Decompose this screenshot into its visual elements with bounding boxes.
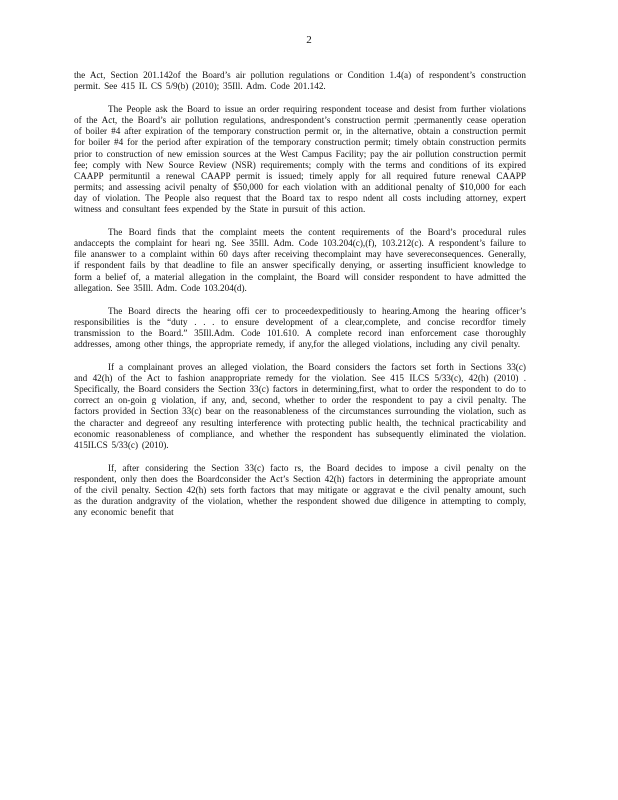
- paragraph-1: the Act, Section 201.142of the Board’s air pollution regulations or Condition 1.4(a) of respondent’s construction permit. See 415 IL CS 5/9(b) (2010); 35Ill. Adm. Code 201.142.: [74, 70, 526, 92]
- paragraph-3: The Board finds that the complaint meets the content requirements of the Board’s procedural rules andaccepts the complaint for heari ng. See 35Ill. Adm. Code 103.204(c),(f), 103.212(c). A respondent’s failure to file ananswer to a complaint within 60 days after receiving thecomplaint may have severeconsequences. Generally, if respondent fails by that deadline to file an answer specifically denying, or asserting insufficient knowledge to form a belief of, a material allegation in the complaint, the Board will consider respondent to have admitted the allegation. See 35Ill. Adm. Code 103.204(d).: [74, 227, 526, 293]
- paragraph-4: The Board directs the hearing offi cer to proceedexpeditiously to hearing.Among the hearing officer’s responsibilities is the “duty . . . to ensure development of a clear,complete, and concise recordfor timely transmission to the Board.” 35Ill.Adm. Code 101.610. A complete record inan enforcement case thoroughly addresses, among other things, the appropriate remedy, if any,for the alleged violations, including any civil penalty.: [74, 305, 526, 349]
- document-body: [74, 70, 526, 530]
- paragraph-2: The People ask the Board to issue an order requiring respondent tocease and desist from further violations of the Act, the Board’s air pollution regulations, andrespondent’s construction permit ;permanently cease operation of boiler #4 after expiration of the temporary construction permit or, in the alternative, obtain a construction permit for boiler #4 for the period after expiration of the temporary construction permit; timely obtain construction permits prior to construction of new emission sources at the West Campus Facility; pay the air pollution construction permit fee; comply with New Source Review (NSR) requirements; comply with the terms and conditions of its expired CAAPP permituntil a renewal CAAPP permit is issued; timely apply for all required future renewal CAAPP permits; and assessing acivil penalty of $50,000 for each violation with an additional penalty of $10,000 for each day of violation. The People also request that the Board tax to respo ndent all costs including attorney, expert witness and consultant fees expended by the State in pursuit of this action.: [74, 104, 526, 215]
- page-number: 2: [306, 34, 312, 46]
- paragraph-6: If, after considering the Section 33(c) facto rs, the Board decides to impose a civil penalty on the respondent, only then does the Boardconsider the Act’s Section 42(h) factors in determining the appropriate amount of the civil penalty. Section 42(h) sets forth factors that may mitigate or aggravat e the civil penalty amount, such as the duration andgravity of the violation, whether the respondent showed due diligence in attempting to comply, any economic benefit that: [74, 462, 526, 518]
- paragraph-5: If a complainant proves an alleged violation, the Board considers the factors set forth in Sections 33(c) and 42(h) of the Act to fashion anappropriate remedy for the violation. See 415 ILCS 5/33(c), 42(h) (2010) . Specifically, the Board considers the Section 33(c) factors in determining,first, what to order the respondent to do to correct an on-goin g violation, if any, and, second, whether to order the respondent to pay a civil penalty. The factors provided in Section 33(c) bear on the reasonableness of the circumstances surrounding the violation, such as the character and degreeof any resulting interference with protecting public health, the technical practicability and economic reasonableness of compliance, and whether the respondent has subsequently eliminated the violation. 415ILCS 5/33(c) (2010).: [74, 362, 527, 450]
